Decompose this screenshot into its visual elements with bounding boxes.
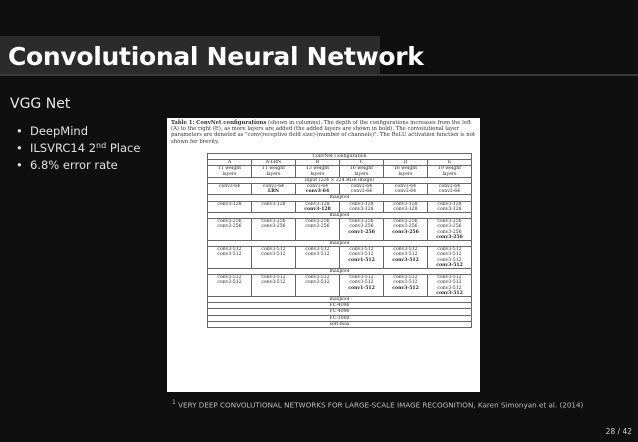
depth-cell: 13 weight layers (296, 166, 340, 177)
maxpool-cell: maxpool (208, 269, 472, 275)
layer-cell: conv3-64 conv3-64 (340, 184, 384, 195)
layer-cell: conv3-512 conv3-512 (252, 275, 296, 297)
caption-label: Table 1: (171, 120, 195, 126)
depth-cell: 11 weight layers (208, 166, 252, 177)
table-block-row (208, 247, 472, 269)
title-divider (0, 74, 638, 76)
column-label: A-LRN (252, 160, 296, 166)
depth-cell: 19 weight layers (428, 166, 472, 177)
layer-cell: conv3-512 conv3-512 conv3-512 conv3-512 (428, 275, 472, 297)
layer-cell: conv3-512 conv3-512 conv1-512 (340, 247, 384, 269)
bullet-dot-icon: • (16, 124, 23, 138)
table-depth-row (208, 166, 472, 177)
caption-text: (shown in columns). The depth of the configurations increases from the left (A) to the right (E), as more layers are added (the added layers are shown in bold). The convolutional layer parameters are denoted as "conv(receptive field size)-(number of channels)". The ReLU activation function is not shown for brevity. (171, 120, 476, 145)
layer-cell: conv3-128 conv3-128 (296, 201, 340, 212)
slide-title: Convolutional Neural Network (8, 42, 424, 71)
layer-cell: conv3-128 (252, 201, 296, 212)
column-label: C (340, 160, 384, 166)
table-block-row (208, 275, 472, 297)
bullet-text: ILSVRC14 2 (30, 141, 97, 155)
layer-cell: conv3-256 conv3-256 conv1-256 (340, 219, 384, 241)
bullet-item (16, 141, 140, 155)
bullet-list (16, 124, 140, 175)
maxpool-cell: maxpool (208, 195, 472, 201)
bullet-item (16, 158, 140, 172)
layer-cell: conv3-256 conv3-256 conv3-256 conv3-256 (428, 219, 472, 241)
slide-subtitle: VGG Net (10, 96, 71, 112)
layer-cell: conv3-512 conv3-512 conv1-512 (340, 275, 384, 297)
tail-cell: FC-4096 (208, 309, 472, 315)
layer-cell: conv3-512 conv3-512 conv3-512 conv3-512 (428, 247, 472, 269)
layer-cell: conv3-128 (208, 201, 252, 212)
column-label: E (428, 160, 472, 166)
figure-caption (171, 120, 476, 145)
column-label: D (384, 160, 428, 166)
column-label: B (296, 160, 340, 166)
maxpool-cell: maxpool (208, 297, 472, 303)
tail-cell: soft-max (208, 321, 472, 327)
layer-cell: conv3-64 conv3-64 (296, 184, 340, 195)
bullet-text: DeepMind (30, 124, 89, 138)
maxpool-cell: maxpool (208, 213, 472, 219)
table-header-cell: ConvNet Configuration (208, 154, 472, 160)
layer-cell: conv3-256 conv3-256 (208, 219, 252, 241)
layer-cell: conv3-512 conv3-512 (252, 247, 296, 269)
table-tail-row (208, 321, 472, 327)
tail-cell: FC-1000 (208, 315, 472, 321)
layer-cell: conv3-512 conv3-512 conv3-512 (384, 247, 428, 269)
layer-cell: conv3-256 conv3-256 (252, 219, 296, 241)
bullet-dot-icon: • (16, 141, 23, 155)
layer-cell: conv3-512 conv3-512 (208, 247, 252, 269)
table-block-row (208, 201, 472, 212)
table-block-row (208, 219, 472, 241)
layer-cell: conv3-128 conv3-128 (428, 201, 472, 212)
layer-cell: conv3-512 conv3-512 (296, 247, 340, 269)
layer-cell: conv3-64 (208, 184, 252, 195)
layer-cell: conv3-64 conv3-64 (384, 184, 428, 195)
depth-cell: 16 weight layers (384, 166, 428, 177)
column-label: A (208, 160, 252, 166)
layer-cell: conv3-256 conv3-256 conv3-256 (384, 219, 428, 241)
layer-cell: conv3-512 conv3-512 (296, 275, 340, 297)
tail-cell: FC-4096 (208, 303, 472, 309)
input-cell: input (224 × 224 RGB image) (208, 177, 472, 183)
layer-cell: conv3-128 conv3-128 (340, 201, 384, 212)
table-block-row (208, 184, 472, 195)
footnote-mark: 1 (172, 399, 176, 406)
layer-cell: conv3-128 conv3-128 (384, 201, 428, 212)
bullet-superscript: nd (96, 141, 107, 150)
footnote-text: VERY DEEP CONVOLUTIONAL NETWORKS FOR LARGE-SCALE IMAGE RECOGNITION, Karen Simonyan et al. (2014) (178, 400, 584, 410)
bullet-text: 6.8% error rate (30, 158, 118, 172)
depth-cell: 16 weight layers (340, 166, 384, 177)
maxpool-cell: maxpool (208, 241, 472, 247)
layer-cell: conv3-64 LRN (252, 184, 296, 195)
bullet-text: Place (106, 141, 141, 155)
footnote (172, 399, 583, 409)
layer-cell: conv3-512 conv3-512 (208, 275, 252, 297)
paper-figure (167, 118, 480, 392)
layer-cell: conv3-512 conv3-512 conv3-512 (384, 275, 428, 297)
bullet-dot-icon: • (16, 158, 23, 172)
page-number: 28 / 42 (605, 427, 632, 436)
layer-cell: conv3-64 conv3-64 (428, 184, 472, 195)
layer-cell: conv3-256 conv3-256 (296, 219, 340, 241)
caption-title: ConvNet configurations (196, 120, 267, 126)
bullet-item (16, 124, 140, 138)
config-table (207, 153, 472, 328)
depth-cell: 11 weight layers (252, 166, 296, 177)
